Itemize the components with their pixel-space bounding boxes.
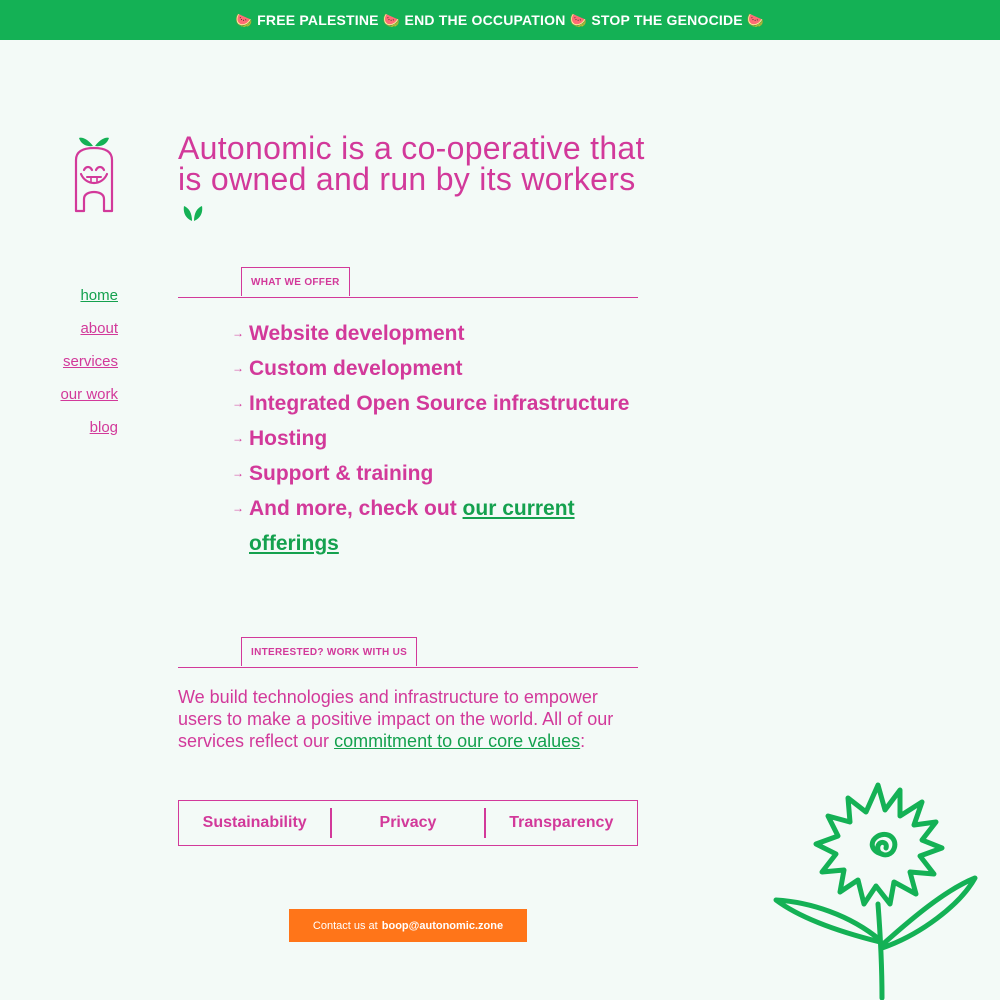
contact-prefix: Contact us at <box>312 919 378 932</box>
offer-list <box>232 316 632 561</box>
list-item <box>232 351 632 386</box>
contact-button[interactable] <box>289 909 527 942</box>
watermelon-icon: 🍉 <box>235 11 254 28</box>
nav-link-home[interactable]: home <box>80 287 118 304</box>
description-punct: : <box>580 731 586 751</box>
headline-text: Autonomic is a co-operative that is owned and run by its workers <box>178 130 645 197</box>
core-values-box <box>178 800 638 846</box>
offer-label: Integrated Open Source infrastructure <box>249 392 630 415</box>
work-section-header <box>178 637 638 668</box>
banner-segment: STOP THE GENOCIDE <box>591 12 743 28</box>
offer-label: Custom development <box>249 357 463 380</box>
offer-label: Support & training <box>249 462 434 485</box>
offer-label: And more, check out <box>249 497 463 520</box>
flower-illustration-icon <box>770 780 985 1000</box>
section-tab-work-with-us: INTERESTED? WORK WITH US <box>241 637 417 666</box>
leaf-icon <box>182 204 204 222</box>
arrow-right-icon: → <box>232 501 244 515</box>
nav-link-our-work[interactable]: our work <box>60 386 118 403</box>
value-privacy: Privacy <box>379 814 437 831</box>
list-item <box>232 316 632 351</box>
banner-segment: FREE PALESTINE <box>257 12 379 28</box>
section-tab-what-we-offer: WHAT WE OFFER <box>241 267 350 296</box>
solidarity-banner <box>0 0 1000 40</box>
offer-label: Website development <box>249 322 465 345</box>
offer-section-header <box>178 267 638 298</box>
offer-label: Hosting <box>249 427 328 450</box>
page-headline <box>178 130 648 226</box>
arrow-right-icon: → <box>232 396 244 410</box>
arrow-right-icon: → <box>232 466 244 480</box>
current-offerings-link[interactable]: our current offerings <box>249 497 575 555</box>
main-nav <box>30 286 118 451</box>
core-values-link[interactable]: commitment to our core values <box>334 731 581 751</box>
arrow-right-icon: → <box>232 326 244 340</box>
value-transparency: Transparency <box>509 814 614 831</box>
arrow-right-icon: → <box>232 431 244 445</box>
autonomic-logo-icon[interactable] <box>66 130 122 216</box>
nav-link-blog[interactable]: blog <box>89 419 118 436</box>
banner-segment: END THE OCCUPATION <box>404 12 566 28</box>
nav-link-about[interactable]: about <box>80 320 118 337</box>
list-item <box>232 456 632 491</box>
nav-link-services[interactable]: services <box>62 353 118 370</box>
list-item <box>232 421 632 456</box>
watermelon-icon: 🍉 <box>569 11 588 28</box>
services-description <box>178 686 643 752</box>
description-text: We build technologies and infrastructure to empower users to make a positive impact on the world. All of our services reflect our <box>178 687 614 751</box>
value-sustainability: Sustainability <box>202 814 307 831</box>
list-item <box>232 491 632 561</box>
watermelon-icon: 🍉 <box>382 11 401 28</box>
contact-email: boop@autonomic.zone <box>381 919 504 932</box>
arrow-right-icon: → <box>232 361 244 375</box>
watermelon-icon: 🍉 <box>746 11 765 28</box>
list-item <box>232 386 632 421</box>
